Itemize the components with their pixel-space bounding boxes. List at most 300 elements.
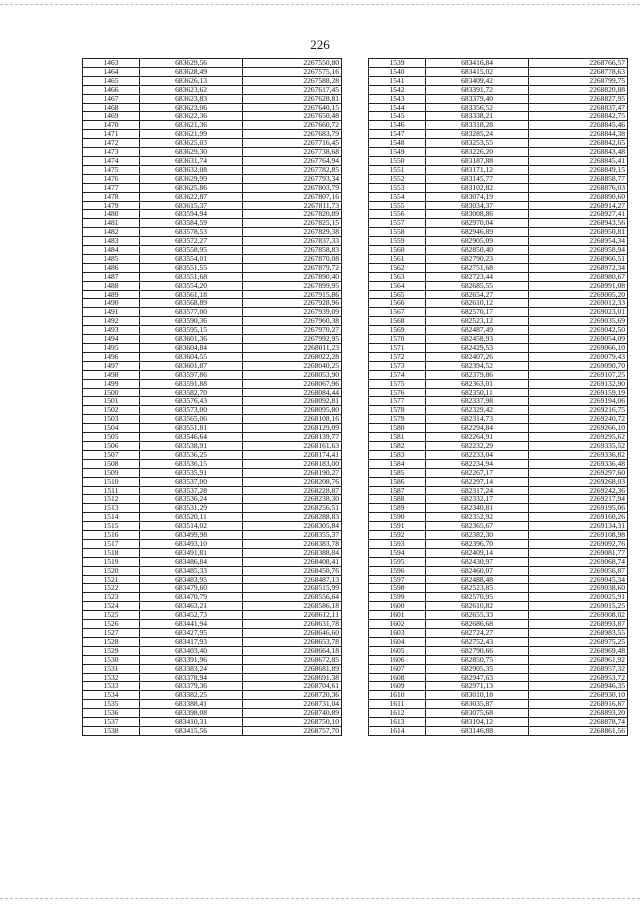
coordinates-table-right: [368, 58, 628, 736]
x-coordinate: 683591,88: [140, 379, 243, 388]
table-row: [83, 406, 342, 415]
point-number: 1517: [83, 539, 140, 548]
y-coordinate: 2267803,79: [243, 183, 342, 192]
y-coordinate: 2269008,02: [529, 611, 628, 620]
point-number: 1538: [83, 726, 140, 735]
x-coordinate: 683318,28: [426, 121, 529, 130]
y-coordinate: 2269025,91: [529, 593, 628, 602]
table-row: [369, 655, 628, 664]
table-row: [83, 290, 342, 299]
y-coordinate: 2267858,83: [243, 246, 342, 255]
point-number: 1535: [83, 700, 140, 709]
x-coordinate: 682724,27: [426, 629, 529, 638]
table-row: [83, 254, 342, 263]
x-coordinate: 682751,68: [426, 263, 529, 272]
point-number: 1578: [369, 406, 426, 415]
y-coordinate: 2269336,82: [529, 450, 628, 459]
y-coordinate: 2268876,03: [529, 183, 628, 192]
x-coordinate: 682460,07: [426, 566, 529, 575]
table-row: [369, 486, 628, 495]
y-coordinate: 2268927,41: [529, 210, 628, 219]
point-number: 1488: [83, 281, 140, 290]
y-coordinate: 2268993,87: [529, 620, 628, 629]
table-row: [83, 272, 342, 281]
point-number: 1494: [83, 335, 140, 344]
y-coordinate: 2268890,60: [529, 192, 628, 201]
table-row: [83, 165, 342, 174]
x-coordinate: 683383,24: [140, 664, 243, 673]
table-row: [369, 682, 628, 691]
table-row: [83, 344, 342, 353]
y-coordinate: 2268288,83: [243, 513, 342, 522]
y-coordinate: 2268305,84: [243, 522, 342, 531]
point-number: 1480: [83, 210, 140, 219]
y-coordinate: 2268108,16: [243, 415, 342, 424]
x-coordinate: 683629,30: [140, 148, 243, 157]
x-coordinate: 682947,63: [426, 673, 529, 682]
table-row: [83, 691, 342, 700]
x-coordinate: 683582,70: [140, 388, 243, 397]
table-row: [83, 201, 342, 210]
point-number: 1581: [369, 433, 426, 442]
point-number: 1590: [369, 513, 426, 522]
x-coordinate: 682946,89: [426, 228, 529, 237]
table-row: [369, 254, 628, 263]
y-coordinate: 2268861,56: [529, 726, 628, 735]
table-row: [369, 441, 628, 450]
x-coordinate: 682610,82: [426, 602, 529, 611]
point-number: 1484: [83, 246, 140, 255]
point-number: 1531: [83, 664, 140, 673]
point-number: 1549: [369, 148, 426, 157]
y-coordinate: 2268837,47: [529, 103, 628, 112]
point-number: 1485: [83, 254, 140, 263]
point-number: 1614: [369, 726, 426, 735]
point-number: 1593: [369, 539, 426, 548]
table-row: [369, 459, 628, 468]
bottom-scan-rule: [0, 898, 640, 899]
point-number: 1602: [369, 620, 426, 629]
table-row: [83, 700, 342, 709]
y-coordinate: 2269042,50: [529, 326, 628, 335]
y-coordinate: 2268845,41: [529, 156, 628, 165]
point-number: 1608: [369, 673, 426, 682]
point-number: 1504: [83, 424, 140, 433]
table-row: [369, 673, 628, 682]
table-row: [369, 602, 628, 611]
x-coordinate: 682430,97: [426, 557, 529, 566]
table-row: [369, 272, 628, 281]
x-coordinate: 683546,64: [140, 433, 243, 442]
x-coordinate: 683417,93: [140, 637, 243, 646]
point-number: 1594: [369, 548, 426, 557]
x-coordinate: 683536,25: [140, 450, 243, 459]
point-number: 1489: [83, 290, 140, 299]
table-row: [83, 183, 342, 192]
y-coordinate: 2269336,48: [529, 459, 628, 468]
x-coordinate: 682655,33: [426, 611, 529, 620]
table-row: [369, 557, 628, 566]
table-row: [369, 620, 628, 629]
point-number: 1501: [83, 397, 140, 406]
y-coordinate: 2267650,48: [243, 112, 342, 121]
table-row: [369, 566, 628, 575]
y-coordinate: 2267960,38: [243, 317, 342, 326]
y-coordinate: 2269335,52: [529, 441, 628, 450]
x-coordinate: 682314,73: [426, 415, 529, 424]
point-number: 1605: [369, 646, 426, 655]
point-number: 1492: [83, 317, 140, 326]
x-coordinate: 682365,67: [426, 522, 529, 531]
table-row: [369, 575, 628, 584]
point-number: 1571: [369, 344, 426, 353]
y-coordinate: 2268957,32: [529, 664, 628, 673]
y-coordinate: 2268820,88: [529, 85, 628, 94]
y-coordinate: 2267915,86: [243, 290, 342, 299]
x-coordinate: 683632,08: [140, 165, 243, 174]
table-row: [83, 281, 342, 290]
y-coordinate: 2268878,74: [529, 718, 628, 727]
table-row: [369, 424, 628, 433]
point-number: 1580: [369, 424, 426, 433]
point-number: 1503: [83, 415, 140, 424]
x-coordinate: 683187,88: [426, 156, 529, 165]
y-coordinate: 2268022,28: [243, 352, 342, 361]
x-coordinate: 682350,11: [426, 388, 529, 397]
table-row: [83, 192, 342, 201]
point-number: 1569: [369, 326, 426, 335]
table-row: [83, 682, 342, 691]
table-row: [83, 76, 342, 85]
y-coordinate: 2268766,57: [529, 59, 628, 68]
x-coordinate: 683415,02: [426, 67, 529, 76]
point-number: 1486: [83, 263, 140, 272]
y-coordinate: 2268757,70: [243, 726, 342, 735]
y-coordinate: 2267811,73: [243, 201, 342, 210]
point-number: 1518: [83, 548, 140, 557]
point-number: 1493: [83, 326, 140, 335]
x-coordinate: 683554,20: [140, 281, 243, 290]
point-number: 1472: [83, 139, 140, 148]
point-number: 1560: [369, 246, 426, 255]
table-row: [83, 379, 342, 388]
point-number: 1597: [369, 575, 426, 584]
table-row: [369, 228, 628, 237]
point-number: 1502: [83, 406, 140, 415]
table-row: [83, 655, 342, 664]
y-coordinate: 2268053,90: [243, 370, 342, 379]
table-row: [83, 237, 342, 246]
table-row: [369, 174, 628, 183]
point-number: 1475: [83, 165, 140, 174]
x-coordinate: 682850,40: [426, 246, 529, 255]
point-number: 1469: [83, 112, 140, 121]
x-coordinate: 683531,29: [140, 504, 243, 513]
x-coordinate: 683621,36: [140, 121, 243, 130]
point-number: 1477: [83, 183, 140, 192]
x-coordinate: 682723,44: [426, 272, 529, 281]
page-number: 226: [310, 37, 330, 52]
point-number: 1511: [83, 486, 140, 495]
x-coordinate: 683558,95: [140, 246, 243, 255]
point-number: 1603: [369, 629, 426, 638]
point-number: 1568: [369, 317, 426, 326]
table-row: [83, 584, 342, 593]
x-coordinate: 683479,60: [140, 584, 243, 593]
x-coordinate: 682685,55: [426, 281, 529, 290]
table-row: [369, 433, 628, 442]
table-row: [83, 486, 342, 495]
table-row: [369, 397, 628, 406]
x-coordinate: 682396,70: [426, 539, 529, 548]
x-coordinate: 683536,24: [140, 495, 243, 504]
table-row: [369, 335, 628, 344]
x-coordinate: 683415,56: [140, 726, 243, 735]
point-number: 1541: [369, 76, 426, 85]
x-coordinate: 683403,40: [140, 646, 243, 655]
y-coordinate: 2267879,72: [243, 263, 342, 272]
table-row: [369, 726, 628, 735]
point-number: 1495: [83, 344, 140, 353]
y-coordinate: 2268849,15: [529, 165, 628, 174]
y-coordinate: 2267640,15: [243, 103, 342, 112]
point-number: 1519: [83, 557, 140, 566]
y-coordinate: 2269134,31: [529, 522, 628, 531]
y-coordinate: 2269081,77: [529, 548, 628, 557]
x-coordinate: 683338,21: [426, 112, 529, 121]
x-coordinate: 683486,84: [140, 557, 243, 566]
y-coordinate: 2268631,78: [243, 620, 342, 629]
x-coordinate: 683628,49: [140, 67, 243, 76]
y-coordinate: 2269054,09: [529, 335, 628, 344]
x-coordinate: 683622,36: [140, 112, 243, 121]
x-coordinate: 682379,86: [426, 370, 529, 379]
y-coordinate: 2269107,25: [529, 370, 628, 379]
table-row: [83, 531, 342, 540]
point-number: 1497: [83, 361, 140, 370]
table-row: [369, 201, 628, 210]
y-coordinate: 2268972,34: [529, 263, 628, 272]
x-coordinate: 682267,17: [426, 468, 529, 477]
point-number: 1574: [369, 370, 426, 379]
table-row: [83, 67, 342, 76]
y-coordinate: 2268930,10: [529, 691, 628, 700]
y-coordinate: 2268983,55: [529, 629, 628, 638]
y-coordinate: 2268040,25: [243, 361, 342, 370]
point-number: 1481: [83, 219, 140, 228]
point-number: 1577: [369, 397, 426, 406]
y-coordinate: 2268408,41: [243, 557, 342, 566]
table-row: [369, 246, 628, 255]
point-number: 1496: [83, 352, 140, 361]
y-coordinate: 2268672,85: [243, 655, 342, 664]
y-coordinate: 2268842,65: [529, 139, 628, 148]
x-coordinate: 683537,00: [140, 477, 243, 486]
x-coordinate: 683398,08: [140, 709, 243, 718]
x-coordinate: 683572,27: [140, 237, 243, 246]
y-coordinate: 2268612,11: [243, 611, 342, 620]
point-number: 1507: [83, 450, 140, 459]
point-number: 1553: [369, 183, 426, 192]
x-coordinate: 683253,55: [426, 139, 529, 148]
x-coordinate: 683623,62: [140, 85, 243, 94]
x-coordinate: 682234,94: [426, 459, 529, 468]
point-number: 1545: [369, 112, 426, 121]
y-coordinate: 2268916,87: [529, 700, 628, 709]
y-coordinate: 2268586,18: [243, 602, 342, 611]
x-coordinate: 683565,06: [140, 415, 243, 424]
point-number: 1465: [83, 76, 140, 85]
point-number: 1585: [369, 468, 426, 477]
x-coordinate: 682570,17: [426, 308, 529, 317]
table-row: [369, 344, 628, 353]
y-coordinate: 2268011,23: [243, 344, 342, 353]
y-coordinate: 2268084,44: [243, 388, 342, 397]
y-coordinate: 2268681,89: [243, 664, 342, 673]
point-number: 1498: [83, 370, 140, 379]
y-coordinate: 2268799,75: [529, 76, 628, 85]
table-row: [369, 326, 628, 335]
x-coordinate: 682233,04: [426, 450, 529, 459]
x-coordinate: 683485,33: [140, 566, 243, 575]
x-coordinate: 683623,06: [140, 103, 243, 112]
table-row: [369, 370, 628, 379]
x-coordinate: 683010,18: [426, 691, 529, 700]
x-coordinate: 683008,86: [426, 210, 529, 219]
point-number: 1612: [369, 709, 426, 718]
x-coordinate: 682487,49: [426, 326, 529, 335]
point-number: 1466: [83, 85, 140, 94]
x-coordinate: 682458,93: [426, 335, 529, 344]
y-coordinate: 2268958,94: [529, 246, 628, 255]
coordinates-table-left: [82, 58, 342, 736]
x-coordinate: 683573,00: [140, 406, 243, 415]
x-coordinate: 683075,68: [426, 709, 529, 718]
point-number: 1554: [369, 192, 426, 201]
table-row: [83, 370, 342, 379]
point-number: 1487: [83, 272, 140, 281]
y-coordinate: 2268980,67: [529, 272, 628, 281]
table-row: [83, 718, 342, 727]
y-coordinate: 2267738,68: [243, 148, 342, 157]
x-coordinate: 683514,02: [140, 522, 243, 531]
table-row: [369, 495, 628, 504]
y-coordinate: 2268161,63: [243, 441, 342, 450]
point-number: 1572: [369, 352, 426, 361]
y-coordinate: 2269268,03: [529, 477, 628, 486]
table-row: [369, 263, 628, 272]
x-coordinate: 682294,84: [426, 424, 529, 433]
y-coordinate: 2268893,20: [529, 709, 628, 718]
table-row: [83, 299, 342, 308]
x-coordinate: 683470,79: [140, 593, 243, 602]
y-coordinate: 2268238,30: [243, 495, 342, 504]
table-row: [369, 522, 628, 531]
x-coordinate: 682232,29: [426, 441, 529, 450]
y-coordinate: 2269066,10: [529, 344, 628, 353]
y-coordinate: 2268842,75: [529, 112, 628, 121]
x-coordinate: 683576,43: [140, 397, 243, 406]
table-row: [83, 513, 342, 522]
x-coordinate: 683623,83: [140, 94, 243, 103]
table-row: [83, 602, 342, 611]
point-number: 1523: [83, 593, 140, 602]
table-row: [83, 263, 342, 272]
y-coordinate: 2268129,09: [243, 424, 342, 433]
y-coordinate: 2268228,87: [243, 486, 342, 495]
point-number: 1587: [369, 486, 426, 495]
x-coordinate: 683629,99: [140, 174, 243, 183]
y-coordinate: 2268174,41: [243, 450, 342, 459]
table-row: [83, 495, 342, 504]
x-coordinate: 683416,84: [426, 59, 529, 68]
x-coordinate: 683171,12: [426, 165, 529, 174]
x-coordinate: 682610,12: [426, 299, 529, 308]
y-coordinate: 2268750,10: [243, 718, 342, 727]
y-coordinate: 2268095,80: [243, 406, 342, 415]
table-row: [369, 156, 628, 165]
table-row: [369, 112, 628, 121]
y-coordinate: 2268664,18: [243, 646, 342, 655]
point-number: 1566: [369, 299, 426, 308]
x-coordinate: 683538,91: [140, 441, 243, 450]
y-coordinate: 2267825,15: [243, 219, 342, 228]
point-number: 1529: [83, 646, 140, 655]
y-coordinate: 2268953,72: [529, 673, 628, 682]
table-row: [83, 228, 342, 237]
y-coordinate: 2269160,26: [529, 513, 628, 522]
table-row: [369, 361, 628, 370]
point-number: 1556: [369, 210, 426, 219]
y-coordinate: 2268858,77: [529, 174, 628, 183]
y-coordinate: 2268954,34: [529, 237, 628, 246]
point-number: 1546: [369, 121, 426, 130]
point-number: 1583: [369, 450, 426, 459]
y-coordinate: 2269035,69: [529, 317, 628, 326]
x-coordinate: 682297,14: [426, 477, 529, 486]
x-coordinate: 683594,94: [140, 210, 243, 219]
point-number: 1513: [83, 504, 140, 513]
y-coordinate: 2269045,34: [529, 575, 628, 584]
y-coordinate: 2269216,75: [529, 406, 628, 415]
point-number: 1473: [83, 148, 140, 157]
x-coordinate: 683491,81: [140, 548, 243, 557]
point-number: 1573: [369, 361, 426, 370]
table-row: [83, 148, 342, 157]
y-coordinate: 2268208,76: [243, 477, 342, 486]
table-row: [83, 468, 342, 477]
point-number: 1533: [83, 682, 140, 691]
point-number: 1561: [369, 254, 426, 263]
x-coordinate: 682394,52: [426, 361, 529, 370]
x-coordinate: 683104,12: [426, 718, 529, 727]
table-row: [369, 504, 628, 513]
point-number: 1582: [369, 441, 426, 450]
point-number: 1564: [369, 281, 426, 290]
point-number: 1613: [369, 718, 426, 727]
y-coordinate: 2269012,33: [529, 299, 628, 308]
y-coordinate: 2269079,43: [529, 352, 628, 361]
table-row: [83, 673, 342, 682]
y-coordinate: 2268556,64: [243, 593, 342, 602]
point-number: 1600: [369, 602, 426, 611]
y-coordinate: 2269068,74: [529, 557, 628, 566]
y-coordinate: 2268450,76: [243, 566, 342, 575]
x-coordinate: 683604,55: [140, 352, 243, 361]
table-row: [83, 85, 342, 94]
y-coordinate: 2267575,16: [243, 67, 342, 76]
x-coordinate: 683035,87: [426, 700, 529, 709]
